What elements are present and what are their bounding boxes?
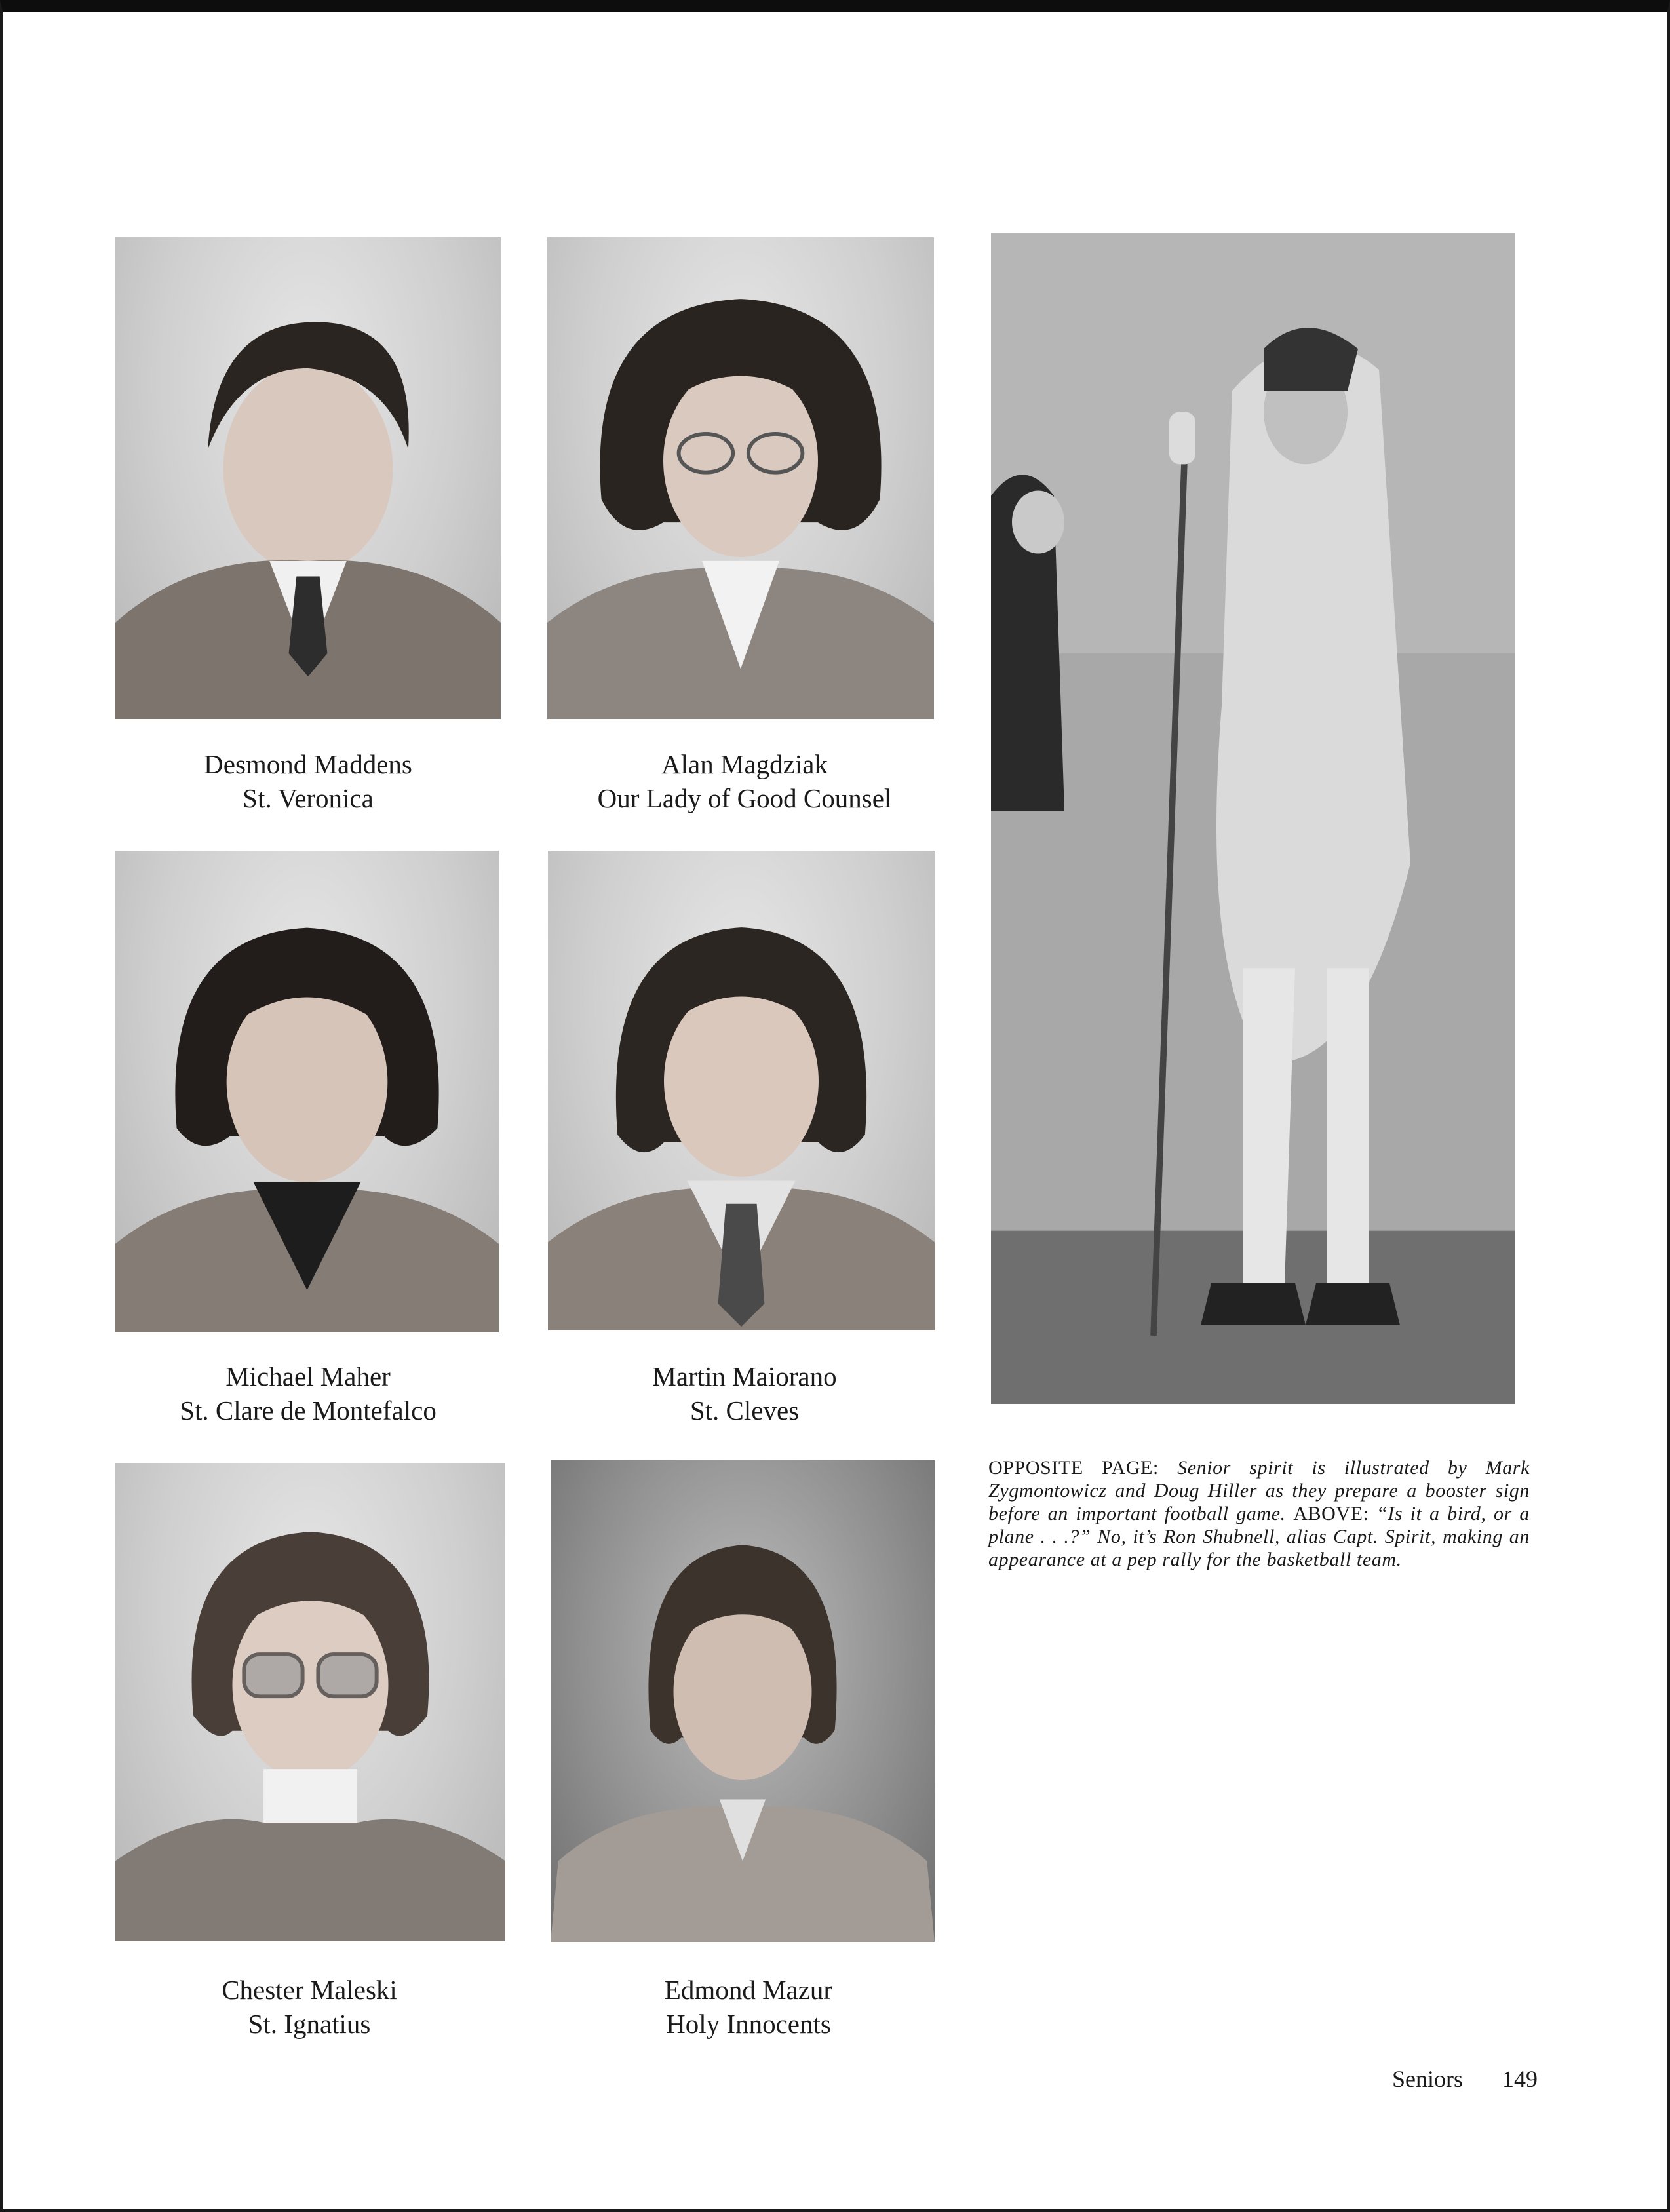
student-name: Michael Maher	[225, 1361, 391, 1391]
portrait-caption-chester-maleski	[80, 1973, 539, 2041]
student-name: Alan Magdziak	[661, 749, 828, 779]
portrait-photo-edmond-mazur	[551, 1460, 935, 1942]
portrait-caption-desmond-maddens	[79, 747, 537, 815]
student-name: Chester Maleski	[222, 1975, 397, 2005]
caption-label-above: ABOVE:	[1293, 1503, 1369, 1524]
section-label: Seniors	[1392, 2066, 1463, 2092]
student-name: Desmond Maddens	[204, 749, 412, 779]
student-parish: Holy Innocents	[666, 2009, 831, 2039]
portrait-caption-martin-maiorano	[515, 1359, 974, 1427]
student-parish: St. Clare de Montefalco	[180, 1395, 437, 1426]
candid-photo-pep-rally	[991, 233, 1515, 1404]
student-parish: St. Cleves	[689, 1395, 800, 1426]
student-parish: St. Ignatius	[248, 2009, 371, 2039]
portrait-caption-michael-maher	[79, 1359, 537, 1427]
caption-text-above: “Is it a bird, or a plane . . .?” No, it’s Ron Shubnell, alias Capt. Spirit, making an appearance at a pep rally for the basketball team.	[988, 1503, 1530, 1570]
portrait-photo-michael-maher	[115, 851, 499, 1332]
page-number: 149	[1502, 2066, 1538, 2092]
student-parish: Our Lady of Good Counsel	[597, 783, 892, 813]
candid-photo-caption	[988, 1456, 1530, 1571]
portrait-caption-edmond-mazur	[519, 1973, 978, 2041]
portrait-caption-alan-magdziak	[515, 747, 974, 815]
portrait-photo-chester-maleski	[115, 1463, 505, 1941]
portrait-photo-alan-magdziak	[547, 237, 934, 719]
student-parish: St. Veronica	[243, 783, 374, 813]
caption-label-opposite-page: OPPOSITE PAGE:	[988, 1457, 1159, 1479]
portrait-photo-martin-maiorano	[548, 851, 935, 1330]
student-name: Martin Maiorano	[652, 1361, 837, 1391]
student-name: Edmond Mazur	[664, 1975, 833, 2005]
caption-text-opposite-page: Senior spirit is illustrated by Mark Zygmontowicz and Doug Hiller as they prepare a booster sign before an important football game.	[988, 1457, 1530, 1524]
portrait-photo-desmond-maddens	[115, 237, 501, 719]
